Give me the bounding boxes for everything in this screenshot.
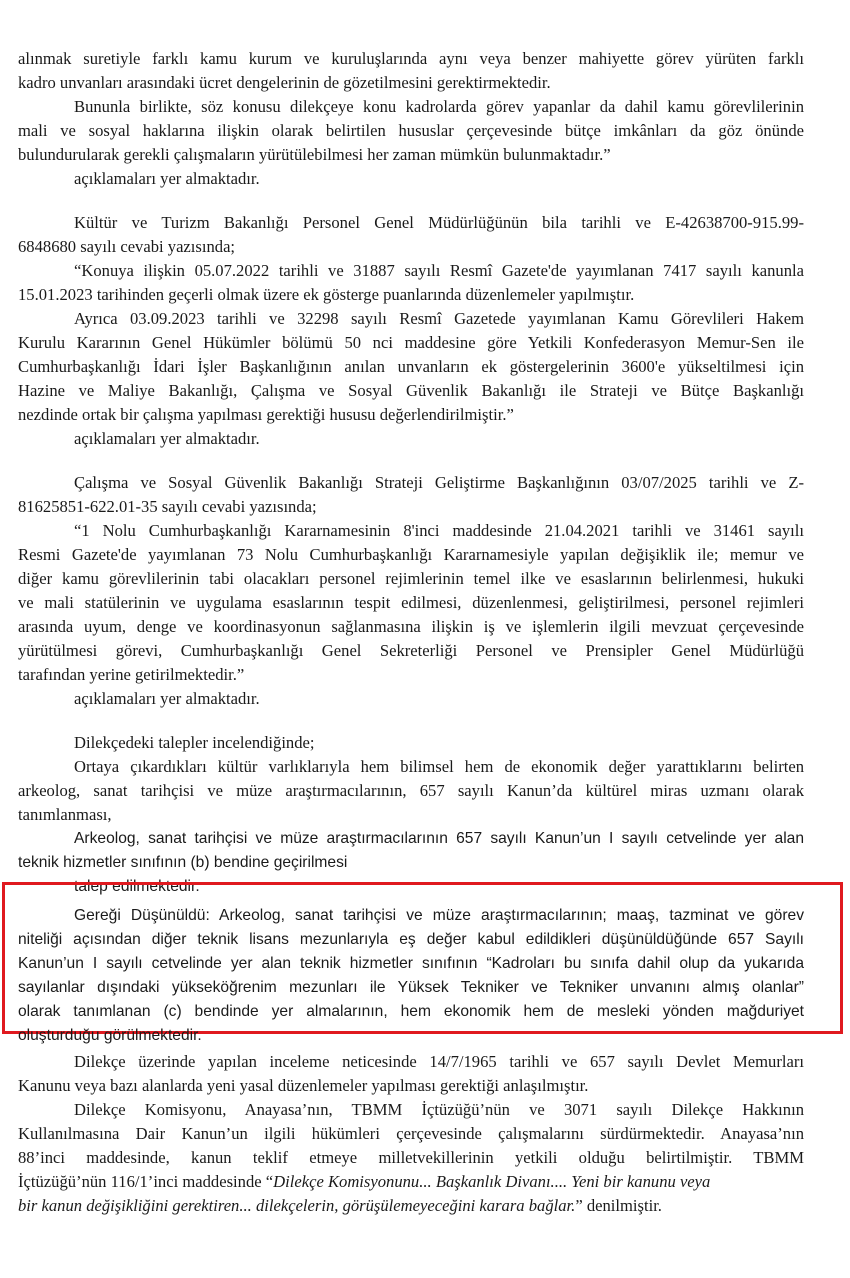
text-line: olarak tanımlanan (c) bendinde yer almalarının, hem ekonomik hem de mesleki yönden mağduriyet	[18, 1003, 804, 1020]
text-line: niteliği açısından diğer teknik lisans mezunlarıyla eş değer kabul edildikleri düşünüldüğünde 657 Sayılı	[18, 931, 804, 948]
quote-line-end	[18, 1194, 804, 1218]
text-line: Hazine ve Maliye Bakanlığı, Çalışma ve Sosyal Güvenlik Bakanlığı ile Strateji ve Bütçe Başkanlığı	[18, 381, 804, 400]
text-line: “Konuya ilişkin 05.07.2022 tarihli ve 31887 sayılı Resmî Gazete'de yayımlanan 7417 sayılı kanunla	[74, 261, 804, 280]
quote-tail-text: ” denilmiştir.	[575, 1196, 662, 1215]
text-line: açıklamaları yer almaktadır.	[74, 429, 260, 448]
quote-italic-text: Dilekçe Komisyonunu... Başkanlık Divanı.... Yeni bir kanunu veya	[273, 1172, 711, 1191]
text-line: 81625851-622.01-35 sayılı cevabi yazısında;	[18, 497, 317, 516]
text-line: Kanunu veya bazı alanlarda yeni yasal düzenlemeler yapılması gerektiği anlaşılmıştır.	[18, 1076, 589, 1095]
text-line: talep edilmektedir.	[74, 878, 200, 895]
text-line: Resmi Gazete'de yayımlanan 73 Nolu Cumhurbaşkanlığı Kararnamesiyle yapılan değişiklik ile; memur ve	[18, 545, 804, 564]
text-line: Gereği Düşünüldü: Arkeolog, sanat tarihçisi ve müze araştırmacılarının; maaş, tazminat ve görev	[74, 907, 804, 924]
text-line: tarafından yerine getirilmektedir.”	[18, 665, 245, 684]
text-line: Kurulu Kararının Genel Hükümler bölümü 50 nci maddesine göre Yetkili Konfederasyon Memur-Sen ile	[18, 333, 804, 352]
text-line: Arkeolog, sanat tarihçisi ve müze araştırmacılarının 657 sayılı Kanun’un I sayılı cetvelinde yer alan	[74, 830, 804, 847]
quote-line	[18, 1170, 804, 1194]
text-line: Cumhurbaşkanlığı İdari İşler Başkanlığının anılan unvanların ek göstergelerinin 3600'e yükseltilmesi için	[18, 357, 804, 376]
text-line: diğer kamu görevlilerinin tabi olacakları personel rejimlerinin temel ilke ve esaslarının belirlenmesi, hukuki	[18, 569, 804, 588]
text-line: açıklamaları yer almaktadır.	[74, 169, 260, 188]
text-line: Bununla birlikte, söz konusu dilekçeye konu kadrolarda görev yapanlar da dahil kamu görevlilerinin	[74, 97, 804, 116]
text-line: ve mali statülerinin ve uygulama esaslarının tespit edilmesi, düzenlenmesi, geliştirilmesi, personel rejimleri	[18, 593, 804, 612]
text-line: arasında uyum, denge ve koordinasyonun sağlanmasına ilişkin iş ve işlemlerin ilgili mevzuat çerçevesinde	[18, 617, 804, 636]
text-line: Ortaya çıkardıkları kültür varlıklarıyla hem bilimsel hem de ekonomik değer yarattıklarını belirten	[74, 757, 804, 776]
text-line: açıklamaları yer almaktadır.	[74, 689, 260, 708]
quote-lead-text: İçtüzüğü’nün 116/1’inci maddesinde “	[18, 1172, 274, 1191]
text-line: 6848680 sayılı cevabi yazısında;	[18, 237, 236, 256]
text-line: 88’inci maddesinde, kanun teklif etmeye milletvekillerinin yetkili olduğu belirtilmiştir. TBMM	[18, 1148, 804, 1167]
text-line: Kanun’un I sayılı cetvelinde yer alan teknik hizmetler sınıfının “Kadroları bu sınıfa dahil olup da yukarıda	[18, 955, 804, 972]
text-line: Kullanılmasına Dair Kanun’un ilgili hükümleri çerçevesinde çalışmalarını sürdürmektedir. Anayasa’nın	[18, 1124, 804, 1143]
text-line: Çalışma ve Sosyal Güvenlik Bakanlığı Strateji Geliştirme Başkanlığının 03/07/2025 tarihli ve Z-	[74, 473, 804, 492]
text-line: alınmak suretiyle farklı kamu kurum ve kuruluşlarında aynı veya benzer mahiyette görev yürüten farklı	[18, 49, 804, 68]
text-line: arkeolog, sanat tarihçisi ve müze araştırmacılarının, 657 sayılı Kanun’da kültürel miras uzmanı olarak	[18, 781, 804, 800]
text-line: Kültür ve Turizm Bakanlığı Personel Genel Müdürlüğünün bila tarihli ve E-42638700-915.99-	[74, 213, 804, 232]
text-line: oluşturduğu görülmektedir.	[18, 1027, 202, 1044]
text-line: bulundurularak gerekli çalışmaların yürütülebilmesi her zaman mümkün bulunmaktadır.”	[18, 145, 611, 164]
text-line: 15.01.2023 tarihinden geçerli olmak üzere ek gösterge puanlarında düzenlemeler yapılmıştır.	[18, 285, 635, 304]
text-line: Dilekçe Komisyonu, Anayasa’nın, TBMM İçtüzüğü’nün ve 3071 sayılı Dilekçe Hakkının	[74, 1100, 804, 1119]
text-line: Dilekçedeki talepler incelendiğinde;	[74, 733, 315, 752]
text-line: Dilekçe üzerinde yapılan inceleme neticesinde 14/7/1965 tarihli ve 657 sayılı Devlet Memurları	[74, 1052, 804, 1071]
text-line: kadro unvanları arasındaki ücret dengelerinin de gözetilmesini gerektirmektedir.	[18, 73, 551, 92]
text-line: mali ve sosyal haklarına ilişkin olarak belirtilen hususlar çerçevesinde bütçe imkânları da göz önünde	[18, 121, 804, 140]
text-line: “1 Nolu Cumhurbaşkanlığı Kararnamesinin 8'inci maddesinde 21.04.2021 tarihli ve 31461 sayılı	[74, 521, 804, 540]
text-line: Ayrıca 03.09.2023 tarihli ve 32298 sayılı Resmî Gazetede yayımlanan Kamu Görevlileri Hakem	[74, 309, 804, 328]
text-line: sayılanlar dışındaki yükseköğrenim mezunları ile Yüksek Tekniker ve Tekniker unvanını almış olanlar”	[18, 979, 804, 996]
text-line: yürütülmesi görevi, Cumhurbaşkanlığı Genel Sekreterliği Personel ve Prensipler Genel Müdürlüğü	[18, 641, 804, 660]
quote-italic-text: bir kanun değişikliğini gerektiren... dilekçelerin, görüşülemeyeceğini karara bağlar.	[18, 1196, 576, 1215]
text-line: nezdinde ortak bir çalışma yapılması gerektiği hususu değerlendirilmiştir.”	[18, 405, 514, 424]
text-line: tanımlanması,	[18, 805, 112, 824]
text-line: teknik hizmetler sınıfının (b) bendine geçirilmesi	[18, 854, 348, 871]
